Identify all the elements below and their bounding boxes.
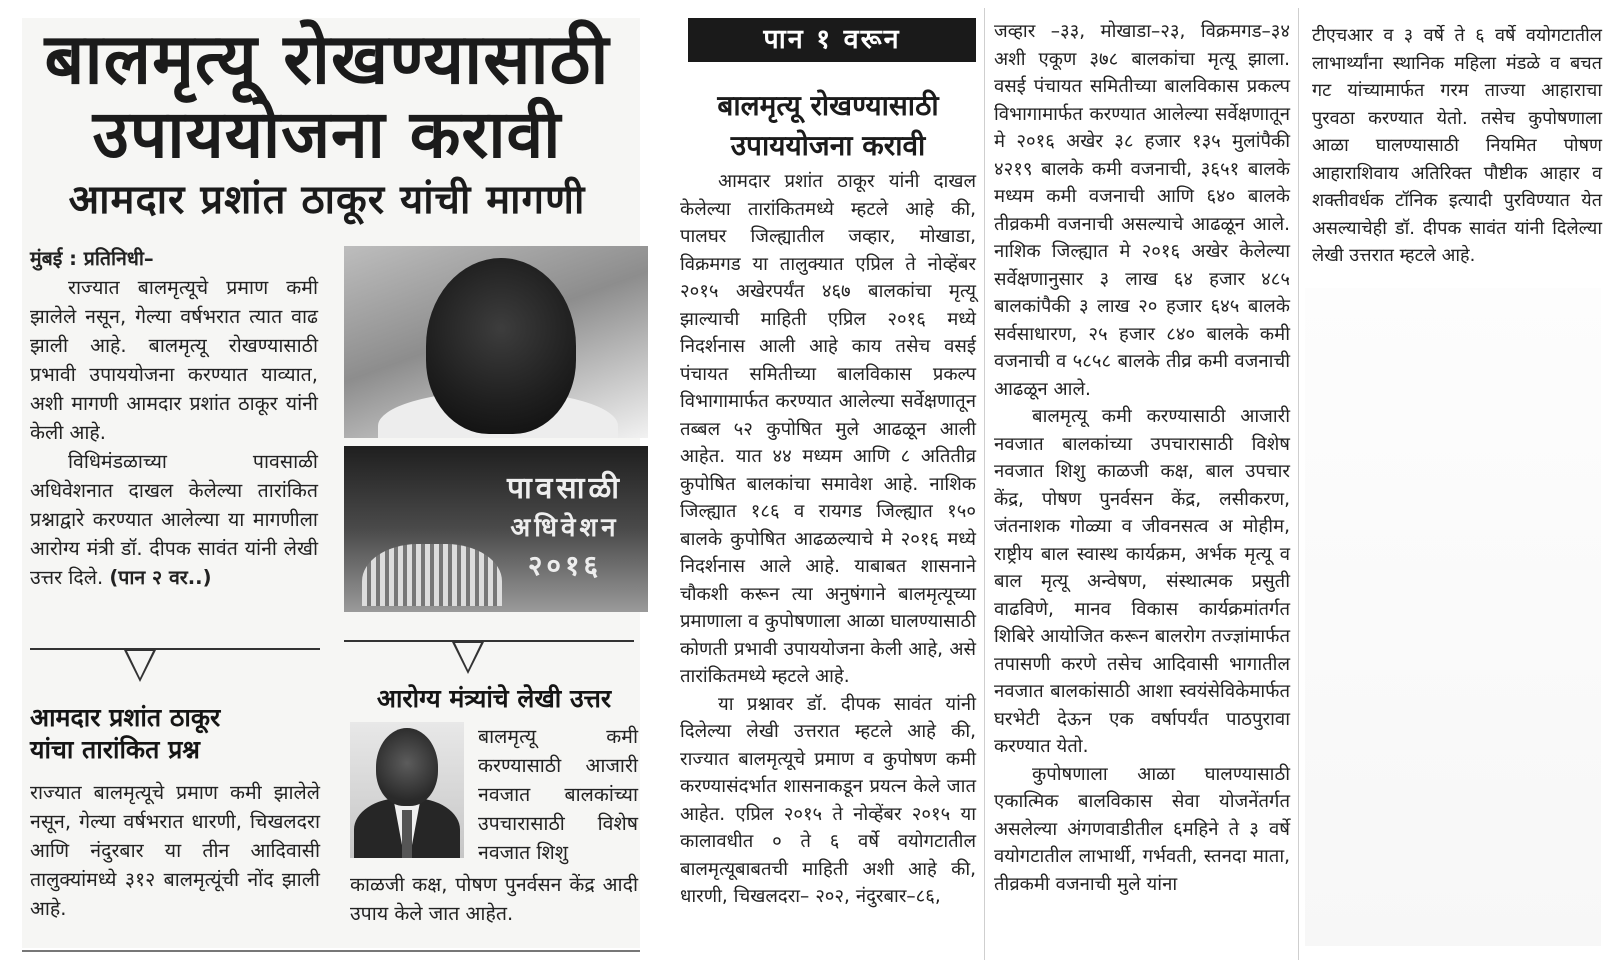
dateline: मुंबई : प्रतिनिधी– [30,247,154,270]
main-headline-line1: बालमृत्यू रोखण्यासाठी [44,18,610,100]
minister-tie [402,810,412,858]
column-rule-1 [984,8,985,960]
continuation-headline [680,86,976,166]
column-a [680,168,976,911]
continuation-headline-line2: उपाययोजना करावी [730,129,926,162]
answer-text: बालमृत्यू कमी करण्यासाठी आजारी नवजात बालकांच्या उपचारासाठी विशेष नवजात शिशु [478,725,638,864]
column-b-paragraph-3: कुपोषणाला आळा घालण्यासाठी एकात्मिक बालविकास सेवा योजनेंतर्गत असलेल्या अंगणवाडीतील ६महिने ते ३ वर्षे वयोगटातील लाभार्थी, गर्भवती, स्तनदा माता, तीव्रकमी वजनाची मुले यांना [994,763,1290,895]
continued-from-banner: पान १ वरून [688,18,976,62]
monsoon-session-inset [344,446,648,612]
question-heading-line2: यांचा तारांकित प्रश्न [30,735,200,764]
answer-text-continued: काळजी कक्ष, पोषण पुनर्वसन केंद्र आदी उपाय केले जात आहेत. [350,873,638,925]
vidhan-bhavan-graphic [362,544,502,606]
main-subheadline: आमदार प्रशांत ठाकूर यांची मागणी [68,177,586,223]
inset-text-line2: अधिवेशन [510,513,620,543]
column-a-paragraph-2: या प्रश्नावर डॉ. दीपक सावंत यांनी दिलेल्या लेखी उत्तरात म्हटले आहे की, राज्यात बालमृत्यूचे प्रमाण व कुपोषण कमी करण्यासंदर्भात शासनाकडून प्रयत्न केले जात आहेत. एप्रिल २०१५ ते नोव्हेंबर २०१५ या कालावधीत ० ते ६ वर्षे वयोगटातील बालमृत्यूबाबतची माहिती अशी आहे की, धारणी, चिखलदरा– २०२, नंदुरबार–८६, [680,693,976,907]
bottom-rule [22,950,640,952]
health-minister-photo [350,722,464,858]
column-rule-2 [1298,8,1299,960]
column-c [1312,22,1602,270]
main-headline-line2: उपाययोजना करावी [92,96,562,173]
inset-text-line3: २०१६ [527,549,603,582]
column-c-paragraph-1: टीएचआर व ३ वर्षे ते ६ वर्षे वयोगटातील लाभार्थ्यांना स्थानिक महिला मंडळे व बचत गट यांच्यामार्फत गरम ताज्या आहाराचा पुरवठा करण्यात येतो. तसेच कुपोषणाला आळा घालण्यासाठी नियमित पोषण आहाराशिवाय अतिरिक्त पौष्टीक आहार व शक्तीवर्धक टॉनिक इत्यादी पुरविण्यात येत असल्याचेही डॉ. दीपक सावंत यांनी दिलेल्या लेखी उत्तरात म्हटले आहे. [1312,25,1602,266]
lead-paragraph-2-text: विधिमंडळाच्या पावसाळी अधिवेशनात दाखल केलेल्या तारांकित प्रश्नाद्वारे करण्यात आलेल्या या मागणीला आरोग्य मंत्री डॉ. दीपक सावंत यांनी लेखी उत्तर दिले. [30,450,318,589]
lead-paragraph-1: राज्यात बालमृत्यूचे प्रमाण कमी झालेले नसून, गेल्या वर्षभरात त्यात वाढ झाली आहे. बालमृत्यू रोखण्यासाठी प्रभावी उपाययोजना करण्यात याव्यात, अशी मागणी आमदार प्रशांत ठाकूर यांनी केली आहे. [30,276,318,444]
answer-heading: आरोग्य मंत्र्यांचे लेखी उत्तर [376,684,612,713]
speech-bubble-tail-left [124,650,156,682]
faded-background [1305,288,1601,946]
speech-bubble-rule-left [30,648,320,650]
continued-marker: (पान २ वर..) [109,566,212,589]
continuation-headline-line1: बालमृत्यू रोखण्यासाठी [717,89,939,122]
speech-bubble-rule-right [344,640,634,642]
question-text: राज्यात बालमृत्यूचे प्रमाण कमी झालेले नसून, गेल्या वर्षभरात धारणी, चिखलदरा आणि नंदुरबार या तीन आदिवासी तालुक्यांमध्ये ३१२ बालमृत्यूंची नोंद झाली आहे. [30,781,320,920]
question-heading-line1: आमदार प्रशांत ठाकूर [30,703,221,732]
column-b-paragraph-2: बालमृत्यू कमी करण्यासाठी आजारी नवजात बालकांच्या उपचारासाठी विशेष नवजात शिशु काळजी कक्ष, बाल उपचार केंद्र, पोषण पुनर्वसन केंद्र, लसीकरण, जंतनाशक गोळ्या व जीवनसत्व अ मोहीम, राष्ट्रीय बाल स्वास्थ कार्यक्रम, अर्भक मृत्यू व बाल मृत्यू अन्वेषण, संस्थात्मक प्रसुती वाढविणे, मानव विकास कार्यक्रमांतर्गत शिबिरे आयोजित करून बालरोग तज्ज्ञांमार्फत तपासणी करणे तसेच आदिवासी भागातील नवजात बालकांसाठी आशा स्वयंसेविकेमार्फत घरभेटी देऊन एक वर्षापर्यंत पाठपुरावा करण्यात येतो. [994,406,1290,757]
lead-paragraph-2 [30,447,318,592]
column-b-paragraph-1: जव्हार –३३, मोखाडा–२३, विक्रमगड–३४ अशी एकूण ३७८ बालकांचा मृत्यू झाला. वसई पंचायत समितीच्या बालविकास प्रकल्प विभागामार्फत करण्यात आलेल्या सर्वेक्षणातून मे २०१६ अखेर ३८ हजार १३५ मुलांपैकी ४२१९ बालके कमी वजनाची, ३६५१ बालके मध्यम कमी वजनाची आणि ६४० बालके तीव्रकमी वजनाची असल्याचे आढळून आले. नाशिक जिल्ह्यात मे २०१६ अखेर केलेल्या सर्वेक्षणानुसार ३ लाख ६४ हजार ४८५ बालकांपैकी ३ लाख २० हजार ६४५ बालके सर्वसाधारण, २५ हजार ८४० बालके कमी वजनाची व ५८५८ बालके तीव्र कमी वजनाची आढळून आले. [994,21,1290,400]
question-heading [30,702,330,766]
column-a-paragraph-1: आमदार प्रशांत ठाकूर यांनी दाखल केलेल्या तारांकितमध्ये म्हटले आहे की, पालघर जिल्ह्यातील जव्हार, मोखाडा, विक्रमगड या तालुक्यात एप्रिल ते नोव्हेंबर २०१५ अखेरपर्यंत ४६७ बालकांचा मृत्यू झाल्याची माहिती एप्रिल २०१६ मध्ये निदर्शनास आली आहे काय तसेच वसई पंचायत समितीच्या बालविकास प्रकल्प विभागामार्फत करण्यात आलेल्या सर्वेक्षणातून तब्बल ५२ कुपोषित मुले आढळून आली आहेत. यात ४४ मध्यम आणि ८ अतितीव्र कुपोषित बालकांचा समावेश आहे. नाशिक जिल्ह्यात १८६ व रायगड जिल्ह्यात १५० बालके कुपोषित आढळल्याचे मे २०१६ मध्ये निदर्शनास आले आहे. याबाबत शासनाने चौकशी करून त्या अनुषंगाने बालमृत्यूच्या प्रमाणाला व कुपोषणाला आळा घालण्यासाठी कोणती प्रभावी उपाययोजना केली आहे, असे तारांकितमध्ये म्हटले आहे. [680,171,976,687]
mla-portrait-photo [344,246,648,438]
inset-text-line1: पावसाळी [506,471,624,506]
lead-article [30,244,318,592]
portrait-face [426,258,576,434]
speech-bubble-tail-right [452,642,484,674]
minister-face [376,728,438,806]
column-b [994,18,1290,898]
